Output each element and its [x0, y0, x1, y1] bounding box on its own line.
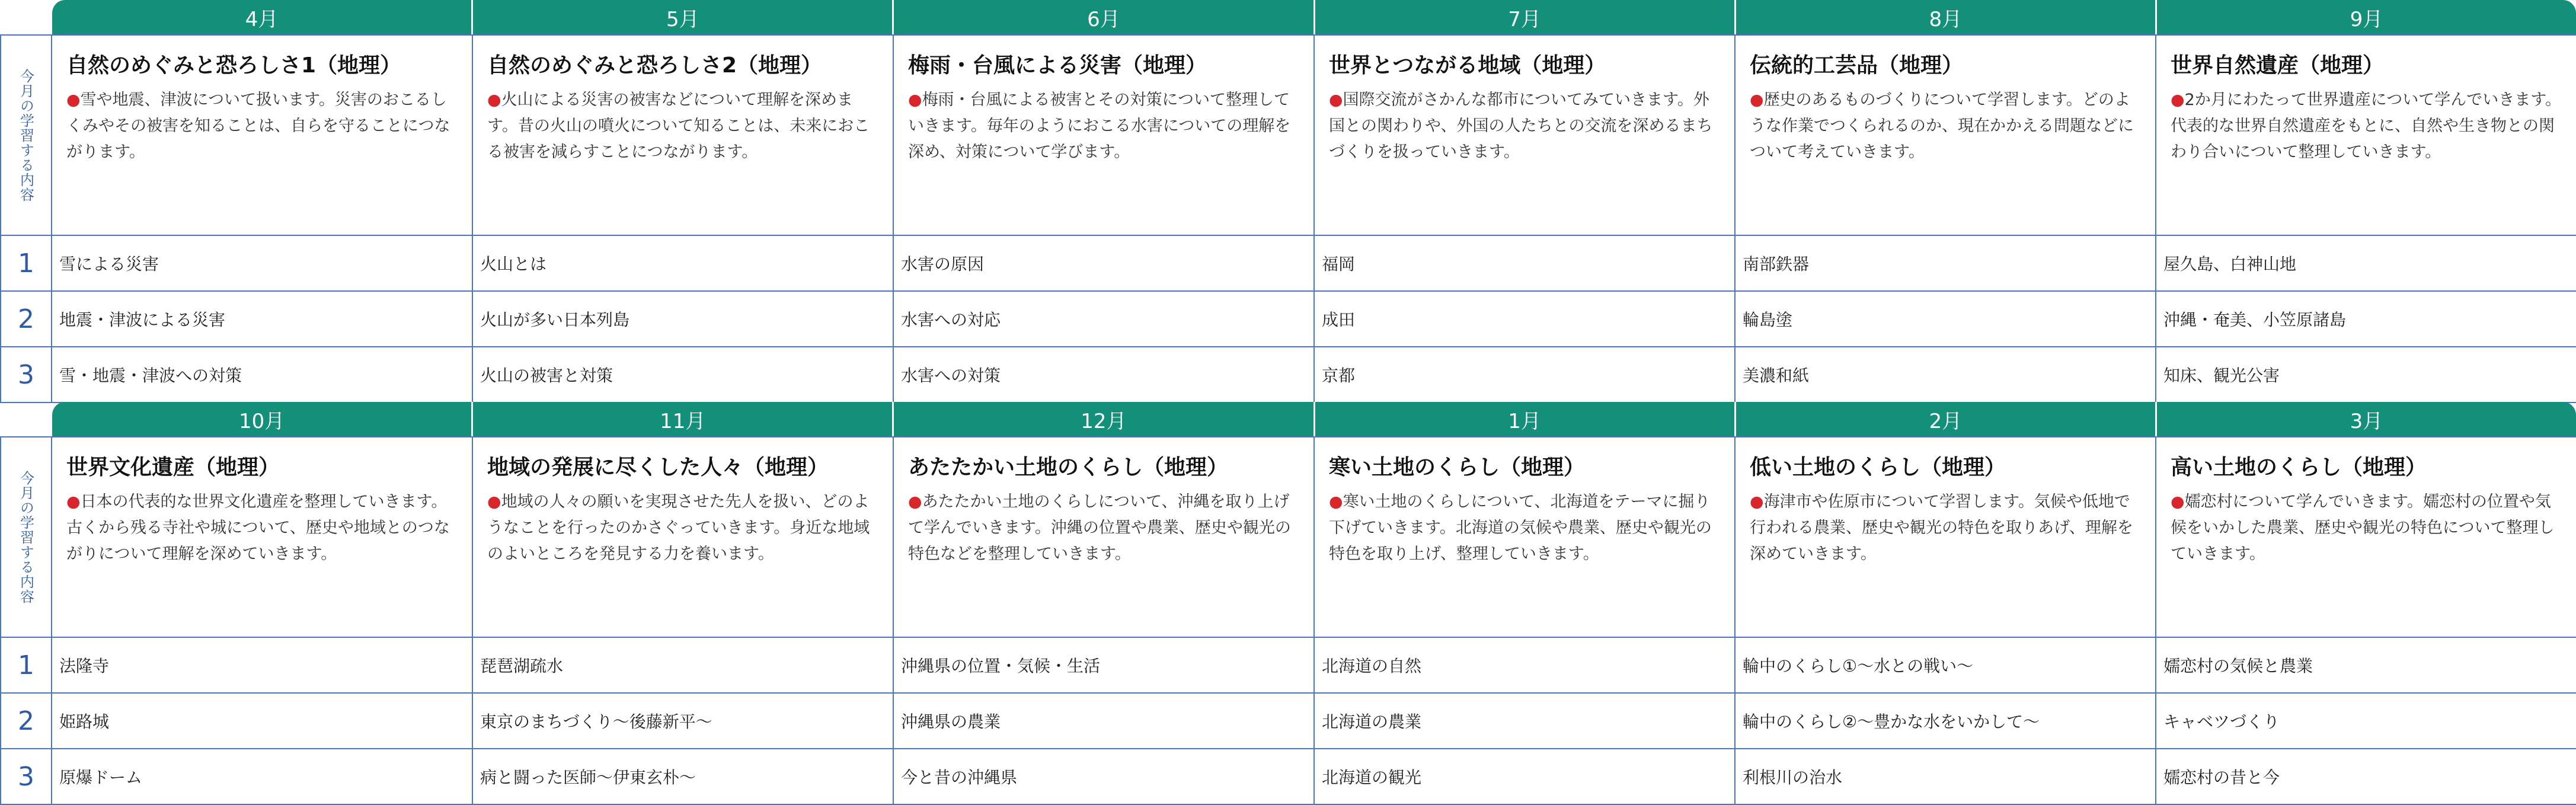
lesson-cell: 沖縄県の農業 — [894, 694, 1315, 748]
side-label — [0, 436, 52, 638]
unit-title: 梅雨・台風による災害（地理） — [908, 53, 1207, 78]
month-header-row — [52, 0, 2576, 34]
lesson-cell: 北海道の観光 — [1315, 749, 1736, 804]
unit-description-text: 寒い土地のくらしについて、北海道をテーマに掘り下げていきます。北海道の気候や農業、歴史や観光の特色を取り上げ、整理していきます。 — [1329, 493, 1712, 563]
unit-description-text: 海津市や佐原市について学習します。気候や低地で行われる農業、歴史や観光の特色を取りあげ、理解を深めていきます。 — [1750, 493, 2133, 563]
row-number: 1 — [0, 638, 52, 692]
unit-description — [908, 489, 1300, 567]
lesson-cell: 知床、観光公害 — [2163, 366, 2280, 385]
month-header: 1月 — [1313, 402, 1734, 436]
lesson-cell: 屋久島、白神山地 — [2163, 254, 2297, 274]
lesson-cell: 姫路城 — [52, 694, 473, 748]
lesson-cell: キャベツづくり — [2163, 712, 2280, 731]
unit-description-text: 歴史のあるものづくりについて学習します。どのような作業でつくられるのか、現在かかえる問題などについて考えていきます。 — [1750, 91, 2134, 161]
lesson-cell: 水害への対策 — [894, 347, 1315, 402]
unit-title: 寒い土地のくらし（地理） — [1329, 455, 1586, 480]
unit-title: 自然のめぐみと恐ろしさ1（地理） — [66, 53, 402, 78]
unit-description — [1750, 87, 2142, 165]
unit-title: 世界とつながる地域（地理） — [1329, 53, 1606, 78]
unit-card — [1315, 437, 1736, 637]
unit-description-text: 国際交流がさかんな都市についてみていきます。外国との関わりや、外国の人たちとの交流を深めるまちづくりを扱っていきます。 — [1329, 91, 1713, 161]
lesson-cell: 法隆寺 — [52, 638, 473, 692]
unit-description-text: 火山による災害の被害などについて理解を深めます。昔の火山の噴火について知ることは、未来におこる被害を減らすことにつながります。 — [487, 91, 870, 161]
lesson-cell: 輪中のくらし②〜豊かな水をいかして〜 — [1736, 694, 2156, 748]
row-number: 2 — [0, 292, 52, 346]
unit-description-text: あたたかい土地のくらしについて、沖縄を取り上げて学んでいきます。沖縄の位置や農業、歴史や観光の特色などを整理していきます。 — [908, 493, 1291, 563]
lesson-row — [0, 292, 2576, 347]
unit-description — [2171, 87, 2563, 165]
lesson-cell: 雪による災害 — [52, 236, 473, 290]
unit-title: あたたかい土地のくらし（地理） — [908, 455, 1229, 480]
unit-title: 自然のめぐみと恐ろしさ2（地理） — [487, 53, 823, 78]
bullet-icon: ● — [487, 91, 501, 109]
unit-title: 高い土地のくらし（地理） — [2171, 455, 2427, 480]
month-header: 4月 — [245, 7, 279, 31]
month-header: 5月 — [471, 0, 892, 34]
bullet-icon: ● — [487, 493, 501, 511]
lesson-cell: 沖縄・奄美、小笠原諸島 — [2163, 310, 2347, 330]
lesson-cell: 北海道の農業 — [1315, 694, 1736, 748]
lesson-cell: 火山が多い日本列島 — [473, 292, 894, 346]
lesson-cell: 北海道の自然 — [1315, 638, 1736, 692]
month-header: 3月 — [2155, 402, 2576, 436]
unit-card — [2156, 36, 2576, 235]
lesson-cell: 京都 — [1315, 347, 1736, 402]
lesson-cell: 福岡 — [1315, 236, 1736, 290]
row-number: 3 — [0, 347, 52, 402]
unit-card — [52, 36, 473, 235]
unit-title: 伝統的工芸品（地理） — [1750, 53, 1964, 78]
unit-title: 地域の発展に尽くした人々（地理） — [487, 455, 829, 480]
row-number: 3 — [0, 749, 52, 804]
bullet-icon: ● — [908, 493, 922, 511]
unit-card — [1736, 36, 2156, 235]
unit-card — [1736, 437, 2156, 637]
unit-description-text: 梅雨・台風による被害とその対策について整理していきます。毎年のようにおこる水害についての理解を深め、対策について学びます。 — [908, 91, 1291, 161]
unit-card — [894, 36, 1315, 235]
lesson-row — [0, 347, 2576, 403]
lesson-cell: 嬬恋村の昔と今 — [2163, 768, 2280, 787]
row-number: 2 — [0, 694, 52, 748]
lesson-cell: 地震・津波による災害 — [52, 292, 473, 346]
unit-title: 世界自然遺産（地理） — [2171, 53, 2385, 78]
unit-description-text: 地域の人々の願いを実現させた先人を扱い、どのようなことを行ったのかさぐっていきます。身近な地域のよいところを発見する力を養います。 — [487, 493, 870, 563]
bullet-icon: ● — [2171, 493, 2185, 511]
unit-description — [1750, 489, 2142, 567]
unit-grid — [52, 436, 2576, 638]
lesson-cell: 水害への対応 — [894, 292, 1315, 346]
lesson-cell: 輪中のくらし①〜水との戦い〜 — [1736, 638, 2156, 692]
lesson-cell: 嬬恋村の気候と農業 — [2163, 656, 2313, 676]
lesson-row — [0, 694, 2576, 749]
side-label-text: 今月の学習する内容 — [17, 470, 34, 604]
unit-description — [1329, 87, 1721, 165]
unit-description — [908, 87, 1300, 165]
unit-card — [473, 437, 894, 637]
bullet-icon: ● — [1329, 91, 1343, 109]
month-header: 12月 — [892, 402, 1313, 436]
unit-description-text: 日本の代表的な世界文化遺産を整理していきます。古くから残る寺社や城について、歴史や地域とのつながりについて理解を深めていきます。 — [66, 493, 450, 563]
unit-description-text: 2か月にわたって世界遺産について学んでいきます。代表的な世界自然遺産をもとに、自然や生き物との関わり合いについて整理していきます。 — [2171, 91, 2562, 161]
bullet-icon: ● — [66, 493, 81, 511]
lesson-cell: 東京のまちづくり〜後藤新平〜 — [473, 694, 894, 748]
unit-description — [66, 87, 459, 165]
unit-card — [894, 437, 1315, 637]
bullet-icon: ● — [1750, 91, 1764, 109]
unit-description — [487, 489, 880, 567]
side-label-text: 今月の学習する内容 — [17, 68, 34, 202]
unit-card — [52, 437, 473, 637]
month-header: 7月 — [1313, 0, 1734, 34]
bullet-icon: ● — [2171, 91, 2185, 109]
lesson-cell: 南部鉄器 — [1736, 236, 2156, 290]
unit-title: 低い土地のくらし（地理） — [1750, 455, 2006, 480]
unit-description — [2171, 489, 2563, 567]
side-label — [0, 34, 52, 236]
lesson-cell: 原爆ドーム — [52, 749, 473, 804]
unit-description — [1329, 489, 1721, 567]
unit-grid — [52, 34, 2576, 236]
bullet-icon: ● — [66, 91, 81, 109]
lesson-cell: 火山とは — [473, 236, 894, 290]
unit-description-text: 嬬恋村について学んでいきます。嬬恋村の位置や気候をいかした農業、歴史や観光の特色について整理していきます。 — [2171, 493, 2555, 563]
lesson-cell: 成田 — [1315, 292, 1736, 346]
lesson-cell: 美濃和紙 — [1736, 347, 2156, 402]
month-header: 10月 — [238, 409, 285, 433]
lesson-cell: 輪島塗 — [1736, 292, 2156, 346]
lesson-cell: 火山の被害と対策 — [473, 347, 894, 402]
lesson-rows — [0, 638, 2576, 805]
lesson-cell: 利根川の治水 — [1736, 749, 2156, 804]
lesson-row — [0, 638, 2576, 694]
lesson-cell: 沖縄県の位置・気候・生活 — [894, 638, 1315, 692]
lesson-row — [0, 236, 2576, 292]
month-header-row — [52, 402, 2576, 436]
bullet-icon: ● — [908, 91, 922, 109]
unit-card — [1315, 36, 1736, 235]
lesson-cell: 水害の原因 — [894, 236, 1315, 290]
lesson-cell: 琵琶湖疏水 — [473, 638, 894, 692]
row-number: 1 — [0, 236, 52, 290]
lesson-cell: 今と昔の沖縄県 — [894, 749, 1315, 804]
lesson-cell: 病と闘った医師〜伊東玄朴〜 — [473, 749, 894, 804]
unit-card — [2156, 437, 2576, 637]
month-header: 2月 — [1734, 402, 2155, 436]
unit-description — [487, 87, 880, 165]
month-header: 9月 — [2155, 0, 2576, 34]
month-header: 6月 — [892, 0, 1313, 34]
lesson-rows — [0, 236, 2576, 403]
unit-title: 世界文化遺産（地理） — [66, 455, 280, 480]
bullet-icon: ● — [1329, 493, 1343, 511]
unit-description — [66, 489, 459, 567]
unit-card — [473, 36, 894, 235]
lesson-cell: 雪・地震・津波への対策 — [52, 347, 473, 402]
lesson-row — [0, 749, 2576, 805]
month-header: 8月 — [1734, 0, 2155, 34]
unit-description-text: 雪や地震、津波について扱います。災害のおこるしくみやその被害を知ることは、自らを守ることにつながります。 — [66, 91, 450, 161]
bullet-icon: ● — [1750, 493, 1764, 511]
month-header: 11月 — [471, 402, 892, 436]
